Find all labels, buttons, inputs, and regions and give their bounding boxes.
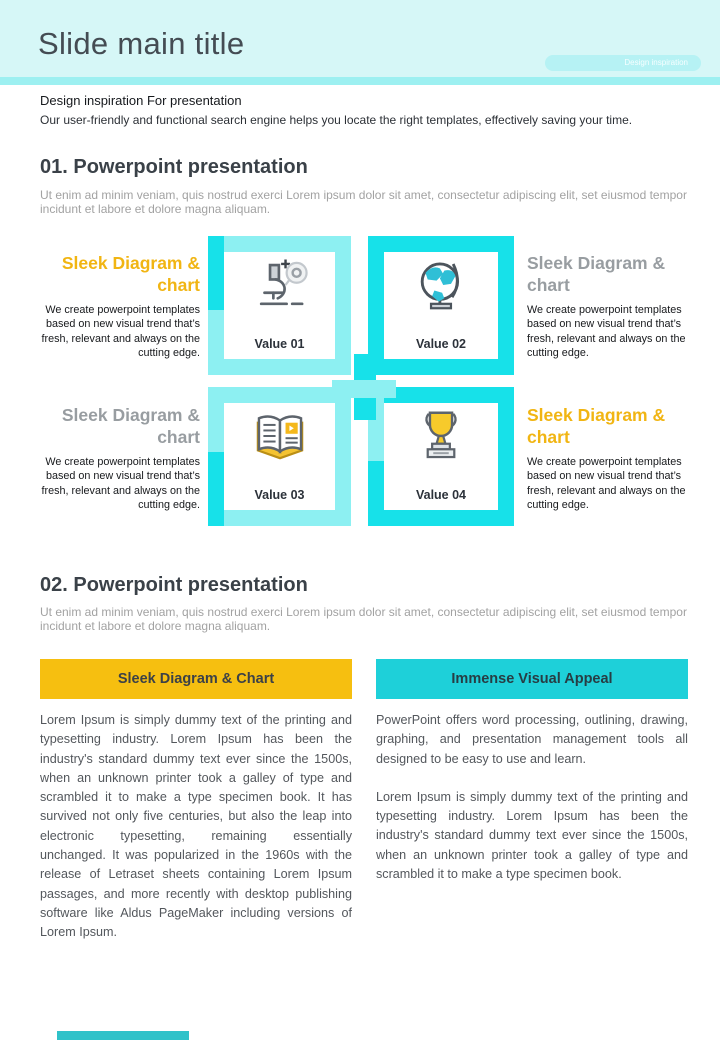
block-heading: Sleek Diagram & chart: [527, 253, 666, 296]
card-label: Value 03: [254, 488, 305, 502]
intro-subtitle: Design inspiration For presentation: [40, 93, 242, 108]
intro-body: Our user-friendly and functional search engine helps you locate the right templates, effectively saving your time.: [40, 113, 633, 127]
text-block-top-right: [527, 252, 691, 360]
card-content: [224, 252, 335, 359]
section-2-heading: 02. Powerpoint presentation: [40, 574, 308, 596]
card-label: Value 01: [254, 337, 305, 351]
frame-accent: [208, 452, 224, 526]
value-card-4: [368, 387, 514, 526]
block-body: We create powerpoint templates based on new visual trend that’s fresh, relevant and always on the cutting edge.: [527, 456, 686, 511]
trophy-icon: [410, 408, 472, 469]
microscope-icon: [249, 257, 311, 318]
design-inspiration-badge: Design inspiration: [545, 55, 701, 71]
bottom-accent-bar: [57, 1031, 189, 1040]
card-content: [224, 403, 335, 510]
text-block-bottom-left: [36, 404, 200, 512]
book-icon: [249, 408, 311, 469]
diagram-grid: [208, 236, 514, 526]
paragraph: Lorem Ipsum is simply dummy text of the printing and typesetting industry. Lorem Ipsum has been the industry's standard dummy text ever since the 1500s, when an unknown printer took a galley of type and scrambled it to make a type specimen book.: [376, 789, 688, 882]
text-block-top-left: [36, 252, 200, 360]
card-content: [384, 252, 498, 359]
card-label: Value 02: [415, 337, 467, 351]
block-body: We create powerpoint templates based on new visual trend that’s fresh, relevant and always on the cutting edge.: [527, 304, 686, 359]
paragraph: PowerPoint offers word processing, outlining, drawing, graphing, and presentation management tools all designed to be easy to use and learn.: [376, 713, 688, 766]
frame-accent-center: [332, 380, 396, 398]
text-block-bottom-right: [527, 404, 691, 512]
paragraph: Lorem Ipsum is simply dummy text of the printing and typesetting industry. Lorem Ipsum has been the industry's standard dummy text ever since the 1500s, when an unknown printer took a galley of type and scrambled it to make a type specimen book. It has survived not only five centuries, but also the leap into electronic typesetting, remaining essentially unchanged. It was popularized in the 1960s with the release of Letraset sheets containing Lorem Ipsum passages, and more recently with desktop publishing software like Aldus PageMaker including versions of Lorem Ipsum.: [40, 713, 352, 940]
globe-icon: [410, 257, 472, 318]
slide-title: Slide main title: [38, 26, 245, 61]
value-card-3: [208, 387, 351, 526]
value-card-1: [208, 236, 351, 375]
block-heading: Sleek Diagram & chart: [61, 405, 200, 448]
card-label: Value 04: [415, 488, 467, 502]
frame-accent: [208, 236, 224, 310]
column-right: [376, 711, 688, 884]
section-1-heading: 01. Powerpoint presentation: [40, 156, 308, 178]
card-content: [384, 403, 498, 510]
header-accent-strip: [0, 77, 720, 85]
banner-sleek-diagram: Sleek Diagram & Chart: [40, 659, 352, 699]
block-heading: Sleek Diagram & chart: [61, 253, 200, 296]
section-2-lorem: Ut enim ad minim veniam, quis nostrud exerci Lorem ipsum dolor sit amet, consectetur adipiscing elit, set eiusmod tempor incidunt et labore et dolore magna aliquam.: [40, 605, 687, 633]
block-body: We create powerpoint templates based on new visual trend that’s fresh, relevant and always on the cutting edge.: [41, 456, 200, 511]
value-card-2: [368, 236, 514, 375]
banner-immense-visual-appeal: Immense Visual Appeal: [376, 659, 688, 699]
section-1-lorem: Ut enim ad minim veniam, quis nostrud exerci Lorem ipsum dolor sit amet, consectetur adipiscing elit, set eiusmod tempor incidunt et labore et dolore magna aliquam.: [40, 188, 687, 216]
column-left: [40, 711, 352, 943]
block-heading: Sleek Diagram & chart: [527, 405, 666, 448]
block-body: We create powerpoint templates based on new visual trend that’s fresh, relevant and always on the cutting edge.: [41, 304, 200, 359]
